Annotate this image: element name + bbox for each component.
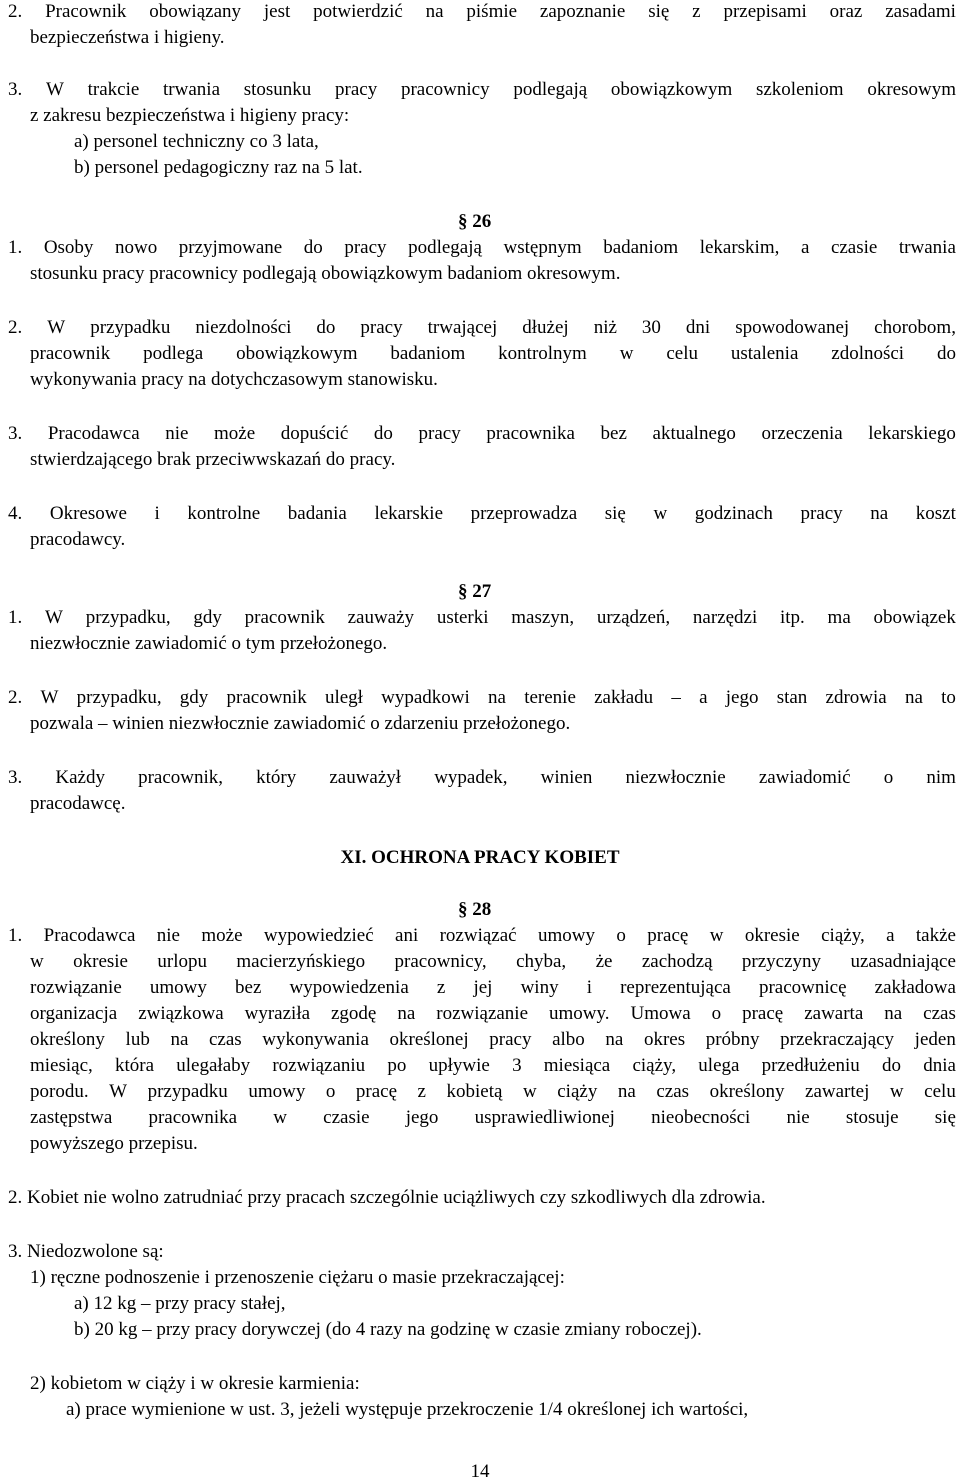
paragraph-line: niezwłocznie zawiadomić o tym przełożonego.: [30, 633, 388, 654]
paragraph-line: 2. W przypadku niezdolności do pracy trwającej dłużej niż 30 dni spowodowanej chorobom,: [8, 317, 956, 338]
paragraph-line: 1. Pracodawca nie może wypowiedzieć ani rozwiązać umowy o pracę w okresie ciąży, a także: [8, 925, 956, 946]
list-item: a) personel techniczny co 3 lata,: [74, 131, 319, 152]
paragraph-line: miesiąc, która ulegałaby rozwiązaniu po upływie 3 miesiąca ciąży, ulega przedłużeniu do dnia: [30, 1055, 956, 1076]
paragraph-line: z zakresu bezpieczeństwa i higieny pracy:: [30, 105, 350, 126]
paragraph-line: pracownik podlega obowiązkowym badaniom kontrolnym w celu ustalenia zdolności do: [30, 343, 956, 364]
paragraph-line: 2. Pracownik obowiązany jest potwierdzić na piśmie zapoznanie się z przepisami oraz zasadami: [8, 1, 956, 22]
paragraph-line: 2. Kobiet nie wolno zatrudniać przy pracach szczególnie uciążliwych czy szkodliwych dla zdrowia.: [8, 1187, 766, 1208]
paragraph-line: pracodawcy.: [30, 529, 126, 550]
chapter-heading: XI. OCHRONA PRACY KOBIET: [340, 847, 620, 868]
paragraph-line: 3. Każdy pracownik, który zauważył wypadek, winien niezwłocznie zawiadomić o nim: [8, 767, 956, 788]
list-item: 2) kobietom w ciąży i w okresie karmienia:: [30, 1373, 360, 1394]
paragraph-line: porodu. W przypadku umowy o pracę z kobietą w ciąży na czas określony zawartej w celu: [30, 1081, 956, 1102]
section-heading: § 27: [458, 581, 492, 602]
page-number: 14: [470, 1461, 490, 1482]
list-item: 1) ręczne podnoszenie i przenoszenie ciężaru o masie przekraczającej:: [30, 1267, 565, 1288]
list-item: a) prace wymienione w ust. 3, jeżeli występuje przekroczenie 1/4 określonej ich wartości,: [66, 1399, 749, 1420]
section-heading: § 26: [458, 211, 492, 232]
paragraph-line: pozwala – winien niezwłocznie zawiadomić o zdarzeniu przełożonego.: [30, 713, 571, 734]
list-item: b) 20 kg – przy pracy dorywczej (do 4 razy na godzinę w czasie zmiany roboczej).: [74, 1319, 702, 1340]
paragraph-line: zastępstwa pracownika w czasie jego usprawiedliwionej nieobecności nie stosuje się: [30, 1107, 956, 1128]
paragraph-line: pracodawcę.: [30, 793, 126, 814]
paragraph-line: 1. W przypadku, gdy pracownik zauważy usterki maszyn, urządzeń, narzędzi itp. ma obowiązek: [8, 607, 956, 628]
paragraph-line: stosunku pracy pracownicy podlegają obowiązkowym badaniom okresowym.: [30, 263, 621, 284]
list-item: a) 12 kg – przy pracy stałej,: [74, 1293, 286, 1314]
paragraph-line: 3. W trakcie trwania stosunku pracy pracownicy podlegają obowiązkowym szkoleniom okresowym: [8, 79, 956, 100]
paragraph-line: bezpieczeństwa i higieny.: [30, 27, 225, 48]
paragraph-line: określony lub na czas wykonywania określonej pracy albo na okres próbny przekraczający jeden: [30, 1029, 956, 1050]
paragraph-line: 1. Osoby nowo przyjmowane do pracy podlegają wstępnym badaniom lekarskim, a czasie trwania: [8, 237, 956, 258]
paragraph-line: stwierdzającego brak przeciwwskazań do pracy.: [30, 449, 396, 470]
paragraph-line: w okresie urlopu macierzyńskiego pracownicy, chyba, że zachodzą przyczyny uzasadniające: [30, 951, 956, 972]
paragraph-line: 2. W przypadku, gdy pracownik uległ wypadkowi na terenie zakładu – a jego stan zdrowia na to: [8, 687, 956, 708]
paragraph-line: organizacja związkowa wyraziła zgodę na rozwiązanie umowy. Umowa o pracę zawarta na czas: [30, 1003, 956, 1024]
paragraph-line: wykonywania pracy na dotychczasowym stanowisku.: [30, 369, 438, 390]
paragraph-line: 3. Niedozwolone są:: [8, 1241, 164, 1262]
paragraph-line: 3. Pracodawca nie może dopuścić do pracy pracownika bez aktualnego orzeczenia lekarskiego: [8, 423, 956, 444]
section-heading: § 28: [458, 899, 492, 920]
paragraph-line: rozwiązanie umowy bez wypowiedzenia z jej winy i reprezentująca pracownicę zakładowa: [30, 977, 956, 998]
paragraph-line: powyższego przepisu.: [30, 1133, 198, 1154]
list-item: b) personel pedagogiczny raz na 5 lat.: [74, 157, 363, 178]
paragraph-line: 4. Okresowe i kontrolne badania lekarskie przeprowadza się w godzinach pracy na koszt: [8, 503, 956, 524]
